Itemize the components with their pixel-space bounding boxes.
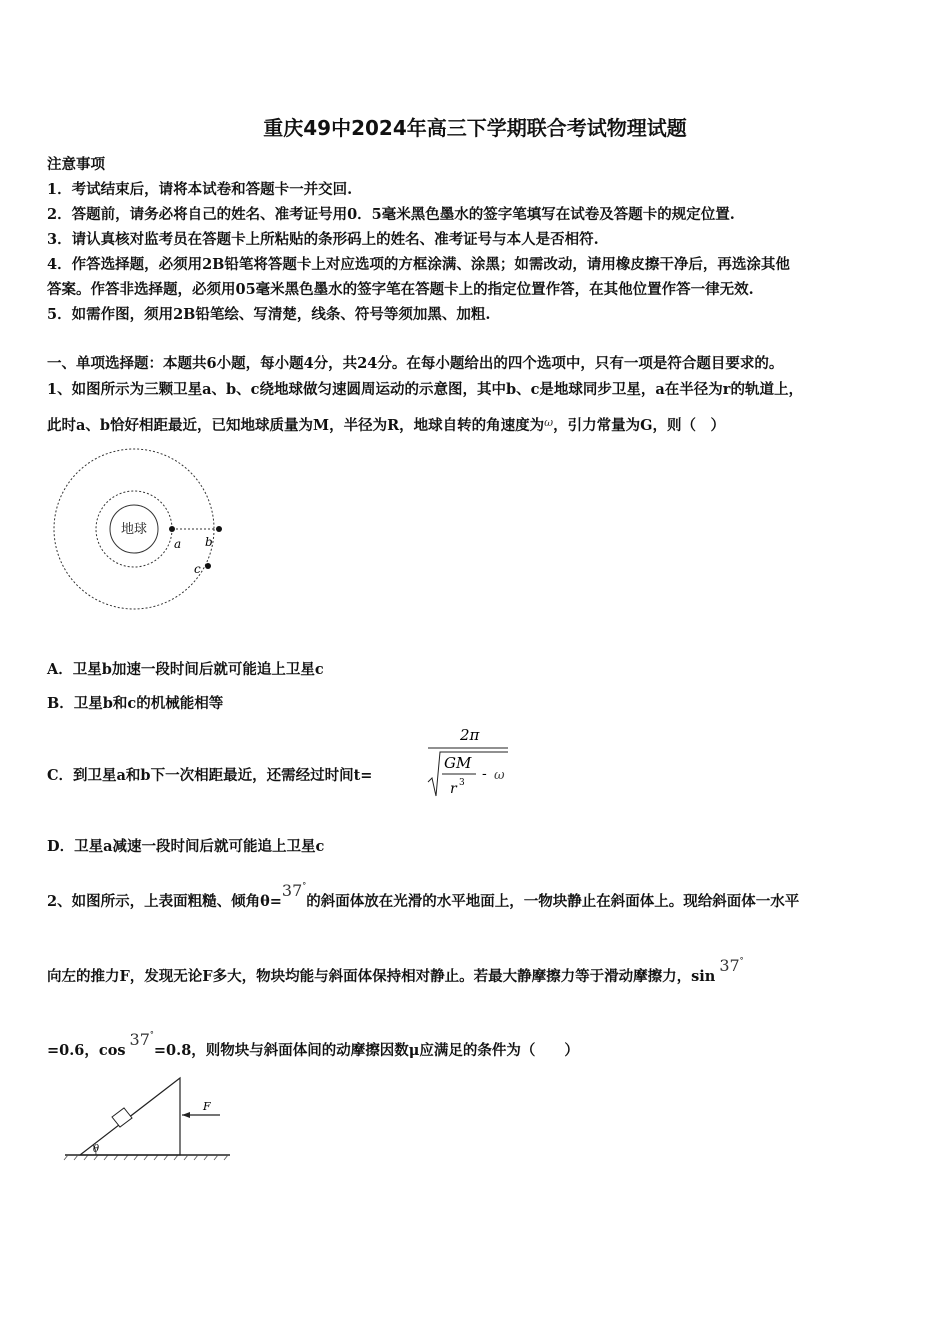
formula-numerator: 2π bbox=[460, 726, 480, 744]
option-c[interactable]: C．到卫星a和b下一次相距最近，还需经过时间t= bbox=[47, 767, 373, 784]
notice-item: 2．答题前，请务必将自己的姓名、准考证号用0．5毫米黑色墨水的签字笔填写在试卷及答题卡的规定位置. bbox=[47, 206, 735, 223]
question-2-text-2: 向左的推力F，发现无论F多大，物块均能与斜面体保持相对静止。若最大静摩擦力等于滑动摩擦力，sin37° bbox=[47, 956, 744, 985]
satellite-c bbox=[205, 563, 211, 569]
option-d[interactable]: D．卫星a减速一段时间后就可能追上卫星c bbox=[47, 838, 325, 855]
angle-label: θ bbox=[93, 1144, 100, 1155]
formula-gm: GM bbox=[444, 754, 472, 772]
formula-r: r bbox=[450, 781, 457, 797]
force-arrowhead bbox=[182, 1112, 190, 1118]
question-2-text: 2、如图所示，上表面粗糙、倾角θ=37°的斜面体放在光滑的水平地面上，一物块静止在斜面体上。现给斜面体一水平 bbox=[47, 881, 800, 910]
label-b: b bbox=[205, 535, 213, 549]
question-1-text-2: 此时a、b恰好相距最近，已知地球质量为M，半径为R，地球自转的角速度为$^\omega$，引力常量为G，则（ ） bbox=[47, 416, 726, 434]
label-a: a bbox=[174, 537, 182, 551]
earth-label: 地球 bbox=[120, 522, 148, 537]
formula-exponent: 3 bbox=[459, 778, 465, 788]
question-1-text: 1、如图所示为三颗卫星a、b、c绕地球做匀速圆周运动的示意图，其中b、c是地球同步卫星，a在半径为r的轨道上， bbox=[47, 381, 803, 398]
question-2-text-3: =0.6，cos37°=0.8，则物块与斜面体间的动摩擦因数μ应满足的条件为（ ） bbox=[47, 1030, 579, 1059]
option-a[interactable]: A．卫星b加速一段时间后就可能追上卫星c bbox=[47, 661, 324, 678]
block bbox=[112, 1108, 132, 1127]
satellite-a bbox=[169, 526, 175, 532]
option-b[interactable]: B．卫星b和c的机械能相等 bbox=[47, 695, 224, 712]
notice-heading: 注意事项 bbox=[47, 156, 105, 173]
notice-item: 4．作答选择题，必须用2B铅笔将答题卡上对应选项的方框涂满、涂黑；如需改动，请用橡皮擦干净后，再选涂其他 bbox=[47, 256, 790, 273]
force-label: F bbox=[203, 1100, 211, 1113]
formula-omega: ω bbox=[494, 768, 505, 783]
notice-item: 1．考试结束后，请将本试卷和答题卡一并交回. bbox=[47, 181, 353, 198]
option-c-formula bbox=[420, 722, 520, 802]
satellite-b bbox=[216, 526, 222, 532]
page-title: 重庆49中2024年高三下学期联合考试物理试题 bbox=[263, 116, 687, 140]
label-c: c bbox=[194, 562, 201, 576]
incline-diagram bbox=[60, 1070, 240, 1165]
notice-item: 答案。作答非选择题，必须用05毫米黑色墨水的签字笔在答题卡上的指定位置作答，在其他位置作答一律无效. bbox=[47, 281, 754, 298]
omega-symbol: ω bbox=[544, 416, 554, 429]
notice-item: 3．请认真核对监考员在答题卡上所粘贴的条形码上的姓名、准考证号与本人是否相符. bbox=[47, 231, 599, 248]
satellite-orbit-diagram bbox=[40, 440, 230, 630]
notice-item: 5．如需作图，须用2B铅笔绘、写清楚，线条、符号等须加黑、加粗. bbox=[47, 306, 491, 323]
section-heading: 一、单项选择题：本题共6小题，每小题4分，共24分。在每小题给出的四个选项中，只有一项是符合题目要求的。 bbox=[47, 355, 784, 372]
formula-minus: - bbox=[482, 766, 487, 782]
